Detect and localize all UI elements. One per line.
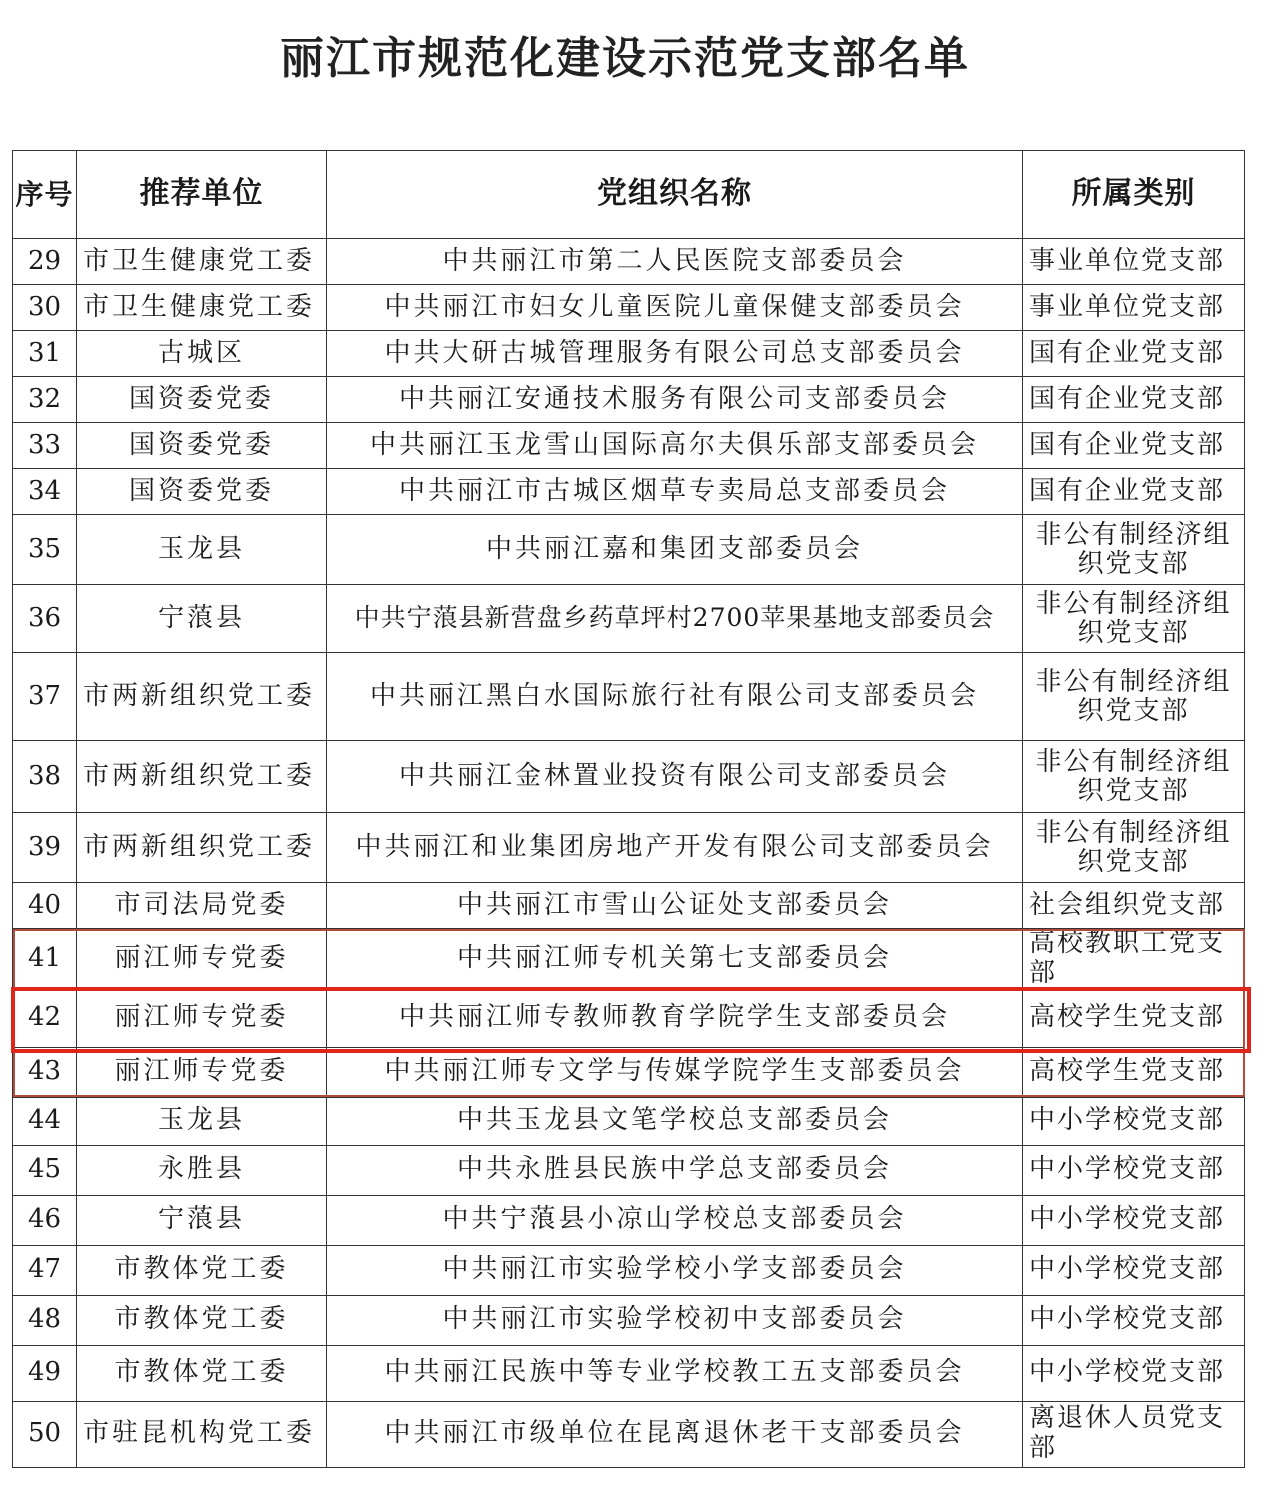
party-org-name: 中共丽江黑白水国际旅行社有限公司支部委员会 [327, 653, 1023, 741]
recommending-unit: 市教体党工委 [77, 1245, 327, 1295]
table-row [13, 1195, 1245, 1245]
row-number: 44 [13, 1097, 77, 1145]
category: 中小学校党支部 [1023, 1245, 1245, 1295]
party-org-name: 中共玉龙县文笔学校总支部委员会 [327, 1097, 1023, 1145]
table-row [13, 469, 1245, 515]
category: 事业单位党支部 [1023, 285, 1245, 331]
row-number: 38 [13, 741, 77, 813]
category: 中小学校党支部 [1023, 1097, 1245, 1145]
table-row [13, 929, 1245, 990]
category: 高校教职工党支部 [1023, 929, 1245, 990]
category: 社会组织党支部 [1023, 883, 1245, 929]
recommending-unit: 国资委党委 [77, 377, 327, 423]
recommending-unit: 市司法局党委 [77, 883, 327, 929]
row-number: 33 [13, 423, 77, 469]
table-row [13, 239, 1245, 285]
party-org-name: 中共丽江市雪山公证处支部委员会 [327, 883, 1023, 929]
category: 中小学校党支部 [1023, 1345, 1245, 1401]
row-number: 43 [13, 1047, 77, 1097]
row-number: 40 [13, 883, 77, 929]
table-row [13, 1047, 1245, 1097]
category: 非公有制经济组织党支部 [1023, 585, 1245, 653]
category: 国有企业党支部 [1023, 331, 1245, 377]
recommending-unit: 市两新组织党工委 [77, 813, 327, 883]
category: 非公有制经济组织党支部 [1023, 653, 1245, 741]
recommending-unit: 市教体党工委 [77, 1345, 327, 1401]
category: 中小学校党支部 [1023, 1195, 1245, 1245]
party-org-name: 中共丽江市级单位在昆离退休老干支部委员会 [327, 1401, 1023, 1467]
row-number: 41 [13, 929, 77, 990]
recommending-unit: 国资委党委 [77, 423, 327, 469]
recommending-unit: 丽江师专党委 [77, 1047, 327, 1097]
document-title: 丽江市规范化建设示范党支部名单 [280, 33, 970, 84]
category: 事业单位党支部 [1023, 239, 1245, 285]
row-number: 50 [13, 1401, 77, 1467]
category: 非公有制经济组织党支部 [1023, 515, 1245, 585]
category: 国有企业党支部 [1023, 377, 1245, 423]
party-org-name: 中共丽江安通技术服务有限公司支部委员会 [327, 377, 1023, 423]
table-row [13, 1401, 1245, 1467]
party-org-name: 中共丽江和业集团房地产开发有限公司支部委员会 [327, 813, 1023, 883]
table-header-row [13, 151, 1245, 239]
party-org-name: 中共丽江师专机关第七支部委员会 [327, 929, 1023, 990]
category: 非公有制经济组织党支部 [1023, 741, 1245, 813]
category: 高校学生党支部 [1023, 1047, 1245, 1097]
row-number: 48 [13, 1295, 77, 1345]
row-number: 30 [13, 285, 77, 331]
table-row [13, 1097, 1245, 1145]
row-number: 29 [13, 239, 77, 285]
party-org-name: 中共丽江师专教师教育学院学生支部委员会 [327, 989, 1023, 1047]
category: 国有企业党支部 [1023, 423, 1245, 469]
recommending-unit: 市两新组织党工委 [77, 653, 327, 741]
recommending-unit: 玉龙县 [77, 1097, 327, 1145]
recommending-unit: 市教体党工委 [77, 1295, 327, 1345]
row-number: 37 [13, 653, 77, 741]
header-org: 党组织名称 [327, 151, 1023, 239]
table-row [13, 515, 1245, 585]
category: 非公有制经济组织党支部 [1023, 813, 1245, 883]
row-number: 32 [13, 377, 77, 423]
table-row [13, 1245, 1245, 1295]
party-org-name: 中共丽江金林置业投资有限公司支部委员会 [327, 741, 1023, 813]
row-number: 47 [13, 1245, 77, 1295]
branch-list-table [12, 150, 1245, 1468]
recommending-unit: 国资委党委 [77, 469, 327, 515]
party-org-name: 中共大研古城管理服务有限公司总支部委员会 [327, 331, 1023, 377]
party-org-name: 中共丽江市第二人民医院支部委员会 [327, 239, 1023, 285]
row-number: 42 [13, 989, 77, 1047]
row-number: 49 [13, 1345, 77, 1401]
table-row [13, 813, 1245, 883]
table-row [13, 377, 1245, 423]
recommending-unit: 丽江师专党委 [77, 989, 327, 1047]
table-row [13, 741, 1245, 813]
recommending-unit: 市卫生健康党工委 [77, 239, 327, 285]
recommending-unit: 市两新组织党工委 [77, 741, 327, 813]
category: 国有企业党支部 [1023, 469, 1245, 515]
table-row [13, 423, 1245, 469]
recommending-unit: 丽江师专党委 [77, 929, 327, 990]
recommending-unit: 宁蒗县 [77, 1195, 327, 1245]
recommending-unit: 市卫生健康党工委 [77, 285, 327, 331]
header-seq: 序号 [13, 151, 77, 239]
party-org-name: 中共永胜县民族中学总支部委员会 [327, 1145, 1023, 1195]
branch-list-table-wrap [12, 150, 1244, 1468]
table-row [13, 331, 1245, 377]
table-row [13, 285, 1245, 331]
party-org-name: 中共丽江玉龙雪山国际高尔夫俱乐部支部委员会 [327, 423, 1023, 469]
category: 中小学校党支部 [1023, 1295, 1245, 1345]
row-number: 34 [13, 469, 77, 515]
category: 离退休人员党支部 [1023, 1401, 1245, 1467]
party-org-name: 中共宁蒗县小凉山学校总支部委员会 [327, 1195, 1023, 1245]
table-row [13, 1145, 1245, 1195]
row-number: 39 [13, 813, 77, 883]
row-number: 45 [13, 1145, 77, 1195]
party-org-name: 中共丽江市古城区烟草专卖局总支部委员会 [327, 469, 1023, 515]
table-body [13, 239, 1245, 1468]
row-number: 36 [13, 585, 77, 653]
party-org-name: 中共丽江嘉和集团支部委员会 [327, 515, 1023, 585]
party-org-name: 中共丽江市实验学校小学支部委员会 [327, 1245, 1023, 1295]
party-org-name: 中共丽江市实验学校初中支部委员会 [327, 1295, 1023, 1345]
header-category: 所属类别 [1023, 151, 1245, 239]
recommending-unit: 玉龙县 [77, 515, 327, 585]
table-row [13, 653, 1245, 741]
party-org-name: 中共宁蒗县新营盘乡药草坪村2700苹果基地支部委员会 [327, 585, 1023, 653]
category: 高校学生党支部 [1023, 989, 1245, 1047]
table-row [13, 585, 1245, 653]
category: 中小学校党支部 [1023, 1145, 1245, 1195]
row-number: 31 [13, 331, 77, 377]
table-row [13, 1345, 1245, 1401]
party-org-name: 中共丽江师专文学与传媒学院学生支部委员会 [327, 1047, 1023, 1097]
recommending-unit: 市驻昆机构党工委 [77, 1401, 327, 1467]
recommending-unit: 古城区 [77, 331, 327, 377]
header-unit: 推荐单位 [77, 151, 327, 239]
recommending-unit: 永胜县 [77, 1145, 327, 1195]
recommending-unit: 宁蒗县 [77, 585, 327, 653]
row-number: 46 [13, 1195, 77, 1245]
row-number: 35 [13, 515, 77, 585]
table-row [13, 989, 1245, 1047]
party-org-name: 中共丽江民族中等专业学校教工五支部委员会 [327, 1345, 1023, 1401]
table-row [13, 883, 1245, 929]
party-org-name: 中共丽江市妇女儿童医院儿童保健支部委员会 [327, 285, 1023, 331]
table-row [13, 1295, 1245, 1345]
